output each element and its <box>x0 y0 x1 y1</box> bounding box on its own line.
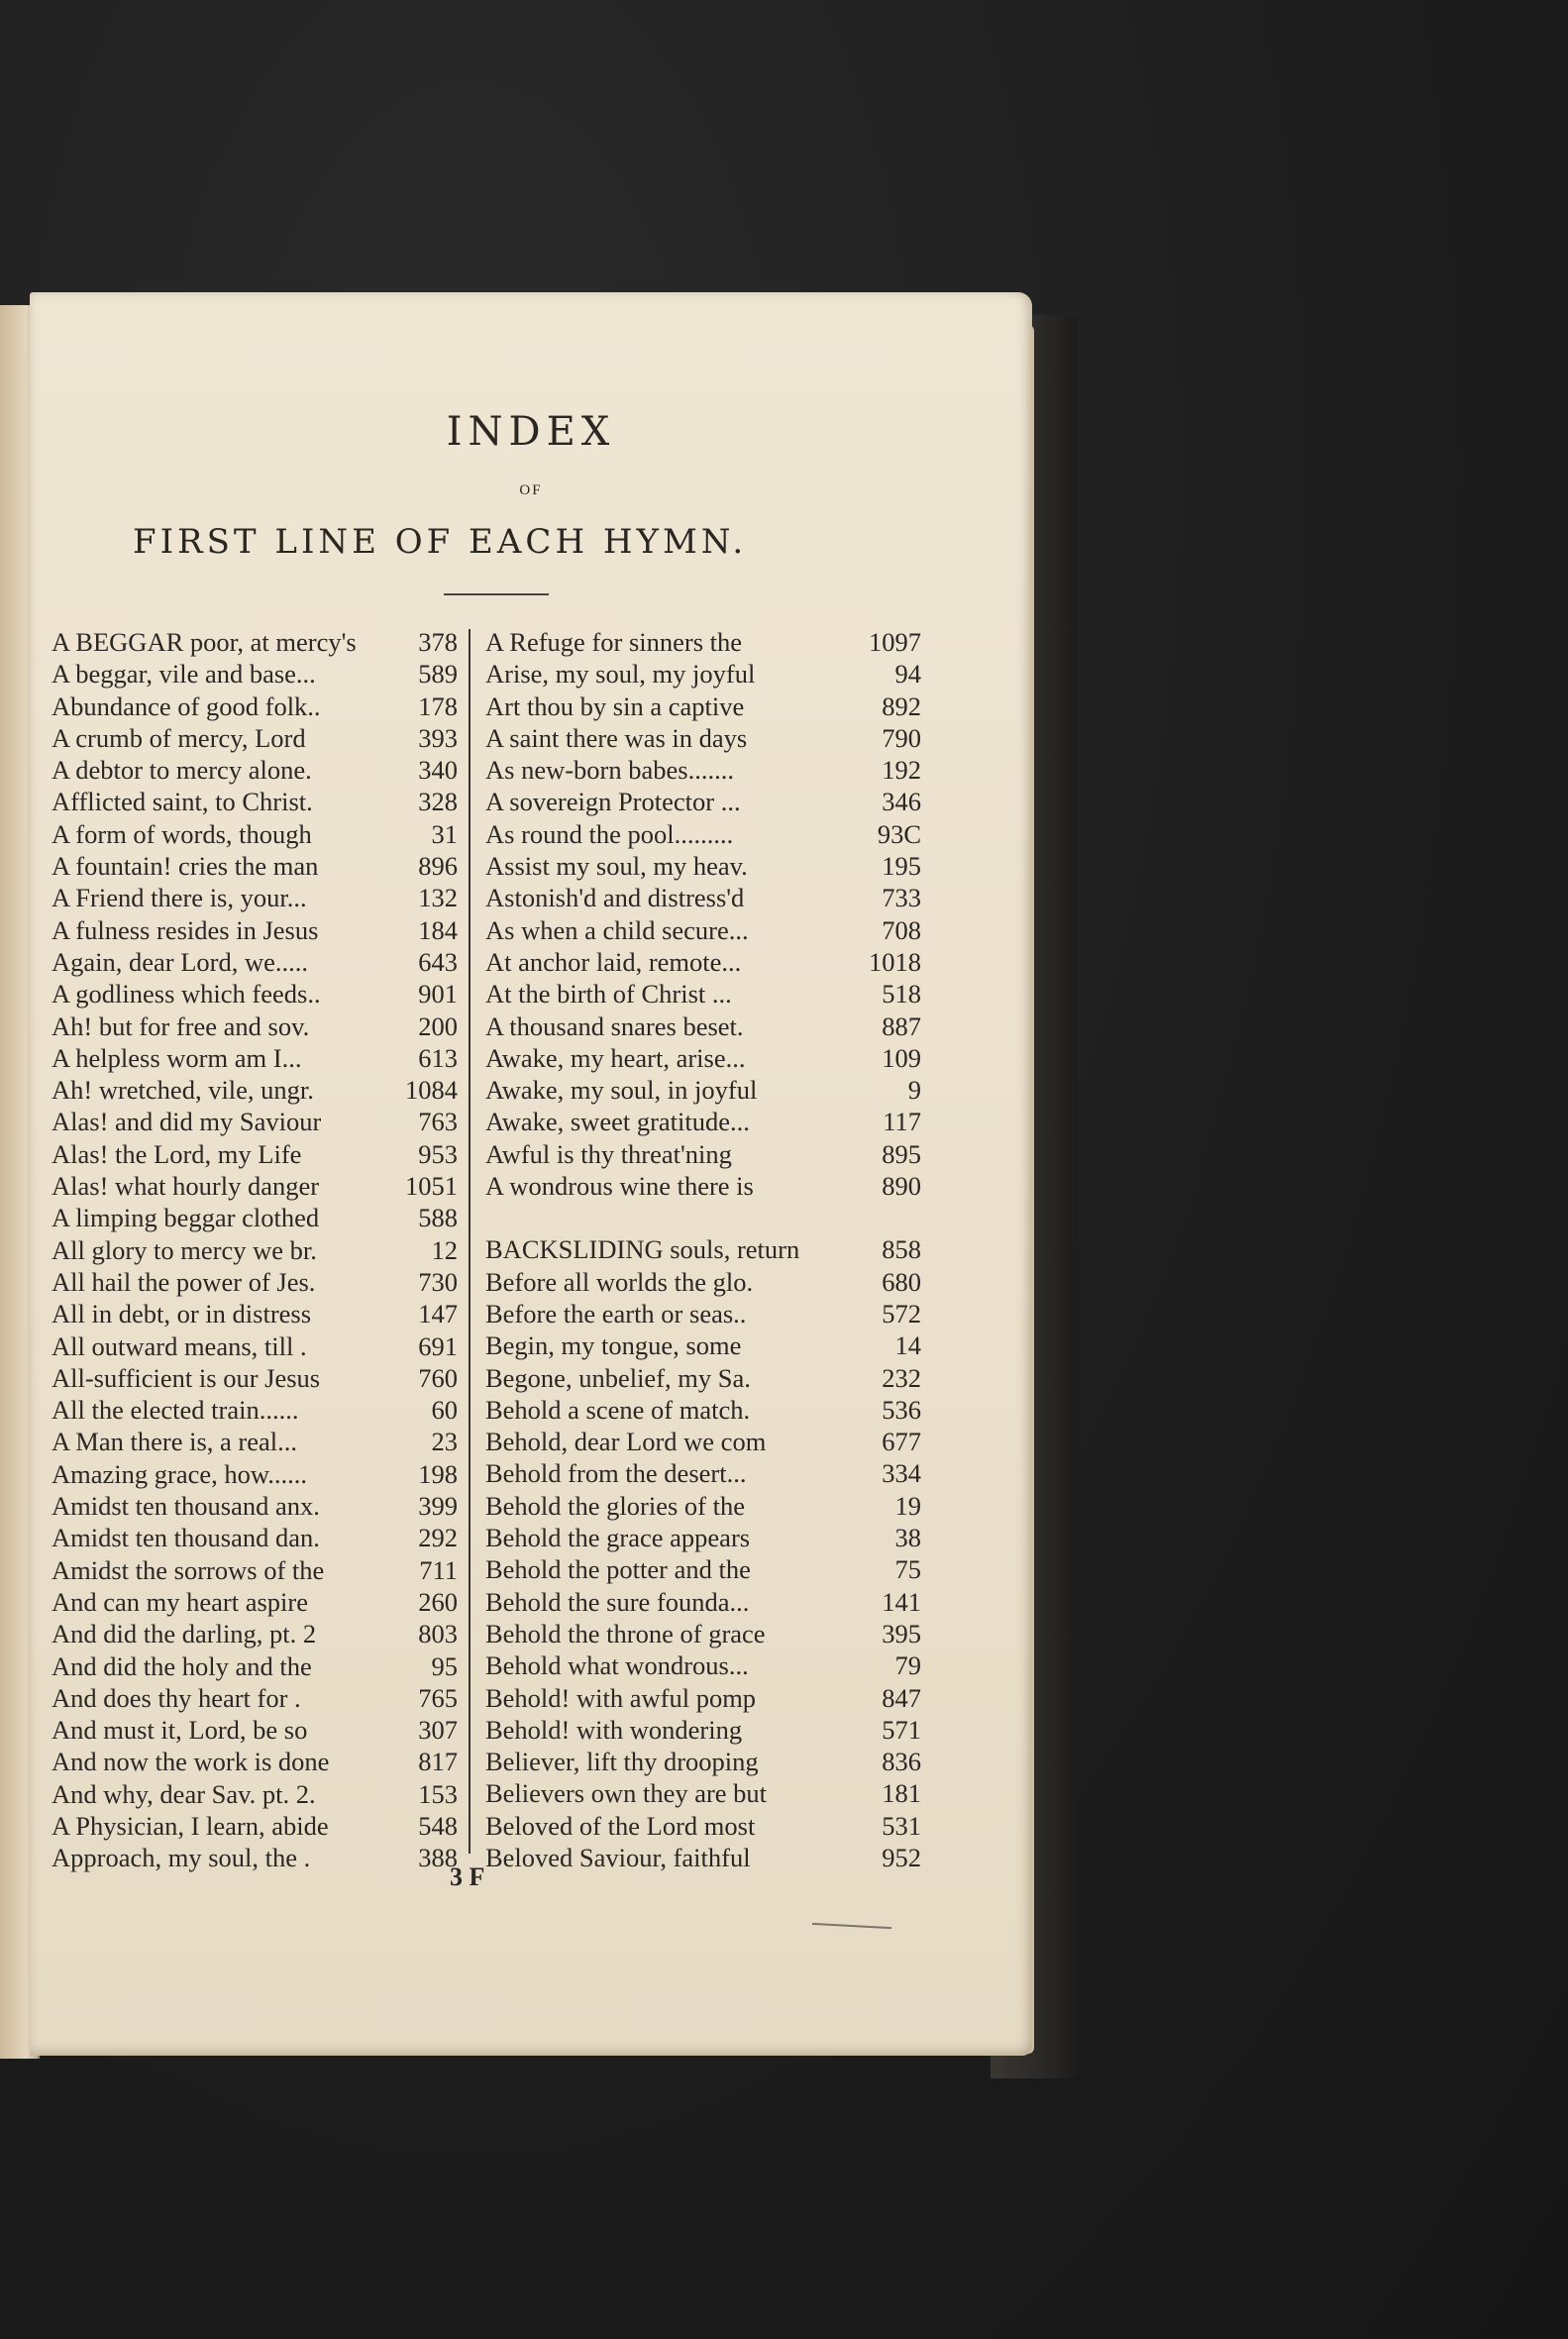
index-entry <box>52 1042 458 1074</box>
page-title: INDEX <box>446 409 616 455</box>
hymn-first-line: Approach, my soul, the . <box>52 1843 311 1873</box>
index-entry <box>52 754 458 786</box>
index-entry <box>485 786 921 817</box>
hymn-number: 23 <box>431 1427 458 1457</box>
hymn-number: 1097 <box>869 627 921 657</box>
hymn-first-line: Before the earth or seas.. <box>485 1298 747 1329</box>
index-entry <box>52 786 458 817</box>
index-entry <box>485 691 921 722</box>
index-entry <box>52 1618 458 1649</box>
hymn-number: 1084 <box>405 1075 458 1106</box>
hymn-first-line: At anchor laid, remote... <box>485 946 742 977</box>
index-entry <box>52 978 458 1010</box>
index-entry <box>485 882 921 913</box>
hymn-number: 346 <box>882 787 921 817</box>
index-entry <box>485 850 921 882</box>
hymn-number: 153 <box>418 1778 458 1809</box>
hymn-first-line: Beloved of the Lord most <box>485 1810 756 1841</box>
hymn-number: 147 <box>418 1299 458 1329</box>
index-entry <box>485 1329 921 1361</box>
index-entry <box>485 1298 921 1329</box>
hymn-first-line: Behold the throne of grace <box>485 1618 766 1648</box>
hymn-number: 536 <box>882 1394 921 1425</box>
hymn-first-line: Behold the potter and the <box>485 1554 751 1585</box>
index-entry <box>52 818 458 850</box>
index-entry <box>52 1842 458 1873</box>
hymn-number: 93C <box>877 818 921 849</box>
hymn-number: 9 <box>907 1075 921 1106</box>
index-entry <box>52 626 458 658</box>
index-column-left <box>52 626 458 1874</box>
hymn-number: 195 <box>882 851 921 882</box>
index-entry <box>485 1074 921 1106</box>
index-entry <box>52 1810 458 1842</box>
hymn-number: 588 <box>418 1203 458 1233</box>
index-entry <box>485 754 921 786</box>
index-entry <box>485 722 921 754</box>
hymn-number: 19 <box>894 1490 921 1521</box>
index-entry <box>52 1554 458 1586</box>
index-entry <box>52 1266 458 1298</box>
hymn-number: 691 <box>418 1330 458 1361</box>
hymn-number: 901 <box>418 979 458 1010</box>
hymn-first-line: Alas! what hourly danger <box>52 1171 320 1202</box>
hymn-first-line: A Friend there is, your... <box>52 883 307 913</box>
hymn-first-line: Arise, my soul, my joyful <box>485 659 756 690</box>
index-entry <box>485 1233 921 1265</box>
index-section-a <box>485 626 921 1202</box>
hymn-first-line: Behold! with wondering <box>485 1714 743 1745</box>
index-entry <box>485 1810 921 1842</box>
hymn-number: 548 <box>418 1810 458 1841</box>
hymn-first-line: A fountain! cries the man <box>52 851 319 882</box>
index-entry <box>52 1138 458 1170</box>
index-entry <box>485 1426 921 1457</box>
index-entry <box>485 978 921 1010</box>
index-entry <box>485 1842 921 1873</box>
index-entry <box>485 1522 921 1553</box>
hymn-first-line: And now the work is done <box>52 1747 330 1777</box>
hymn-first-line: A form of words, though <box>52 818 312 849</box>
index-entry <box>485 1394 921 1426</box>
hymn-first-line: Behold what wondrous... <box>485 1650 749 1681</box>
hymn-number: 328 <box>418 787 458 817</box>
hymn-first-line: A debtor to mercy alone. <box>52 755 312 786</box>
index-entry <box>485 1618 921 1649</box>
hymn-number: 613 <box>418 1042 458 1073</box>
hymn-first-line: As round the pool......... <box>485 818 734 849</box>
hymn-first-line: Begone, unbelief, my Sa. <box>485 1362 751 1393</box>
hymn-first-line: As when a child secure... <box>485 914 749 945</box>
index-entry <box>52 1330 458 1362</box>
hymn-number: 711 <box>419 1554 458 1585</box>
hymn-first-line: Awake, sweet gratitude... <box>485 1107 750 1137</box>
hymn-first-line: A fulness resides in Jesus <box>52 914 319 945</box>
hymn-number: 643 <box>418 946 458 977</box>
index-entry <box>485 1170 921 1202</box>
hymn-number: 765 <box>418 1682 458 1713</box>
hymn-number: 292 <box>418 1523 458 1553</box>
hymn-number: 953 <box>418 1138 458 1169</box>
hymn-number: 31 <box>431 818 458 849</box>
hymn-number: 1018 <box>869 946 921 977</box>
index-entry <box>52 1650 458 1682</box>
index-entry <box>485 1649 921 1681</box>
index-entry <box>485 1106 921 1137</box>
hymn-number: 847 <box>882 1682 921 1713</box>
index-entry <box>52 882 458 913</box>
index-entry <box>52 1586 458 1618</box>
index-entry <box>52 1202 458 1233</box>
hymn-first-line: All-sufficient is our Jesus <box>52 1362 321 1393</box>
index-entry <box>52 1170 458 1202</box>
page-subtitle-text: FIRST LINE OF EACH HYMN. <box>133 522 748 562</box>
hymn-first-line: And must it, Lord, be so <box>52 1715 308 1746</box>
hymn-number: 952 <box>882 1842 921 1872</box>
hymn-number: 198 <box>418 1458 458 1489</box>
hymn-first-line: As new-born babes....... <box>485 755 734 786</box>
hymn-first-line: A BEGGAR poor, at mercy's <box>52 627 357 657</box>
hymn-number: 334 <box>882 1458 921 1489</box>
index-column-right <box>485 626 921 1873</box>
hymn-first-line: Awful is thy threat'ning <box>485 1138 732 1169</box>
section-gap <box>485 1202 921 1233</box>
pencil-mark <box>812 1923 891 1929</box>
hymn-first-line: Behold a scene of match. <box>485 1394 751 1425</box>
hymn-number: 763 <box>418 1107 458 1137</box>
hymn-number: 192 <box>882 755 921 786</box>
title-rule <box>444 593 549 595</box>
title-connector: OF <box>519 482 543 498</box>
hymn-number: 790 <box>882 722 921 753</box>
hymn-first-line: A beggar, vile and base... <box>52 659 316 690</box>
index-entry <box>52 1010 458 1042</box>
hymn-number: 388 <box>418 1843 458 1873</box>
hymn-number: 895 <box>882 1138 921 1169</box>
hymn-number: 393 <box>418 722 458 753</box>
hymn-first-line: A sovereign Protector ... <box>485 787 741 817</box>
hymn-number: 733 <box>882 883 921 913</box>
hymn-first-line: Abundance of good folk.. <box>52 691 321 721</box>
hymn-first-line: Behold the grace appears <box>485 1523 751 1553</box>
column-divider <box>469 629 470 1854</box>
hymn-first-line: Alas! and did my Saviour <box>52 1107 322 1137</box>
hymn-first-line: Again, dear Lord, we..... <box>52 946 309 977</box>
hymn-number: 531 <box>882 1810 921 1841</box>
index-entry <box>52 850 458 882</box>
hymn-first-line: All in debt, or in distress <box>52 1299 312 1329</box>
hymn-first-line: A saint there was in days <box>485 722 748 753</box>
hymn-first-line: Alas! the Lord, my Life <box>52 1138 302 1169</box>
hymn-first-line: All glory to mercy we br. <box>52 1234 317 1265</box>
hymn-first-line: Behold from the desert... <box>485 1458 747 1489</box>
index-entry <box>485 626 921 658</box>
hymn-first-line: And does thy heart for . <box>52 1682 301 1713</box>
hymn-number: 708 <box>882 914 921 945</box>
hymn-number: 572 <box>882 1298 921 1329</box>
hymn-first-line: Afflicted saint, to Christ. <box>52 787 313 817</box>
index-entry <box>52 1522 458 1553</box>
hymn-first-line: A wondrous wine there is <box>485 1171 754 1202</box>
index-entry <box>485 658 921 690</box>
hymn-number: 1051 <box>405 1171 458 1202</box>
hymn-first-line: And did the holy and the <box>52 1650 312 1681</box>
index-entry <box>485 1746 921 1777</box>
index-entry <box>52 946 458 978</box>
hymn-first-line: At the birth of Christ ... <box>485 979 732 1010</box>
hymn-first-line: Before all worlds the glo. <box>485 1266 754 1297</box>
hymn-number: 887 <box>882 1010 921 1041</box>
index-entry <box>485 1010 921 1042</box>
hymn-first-line: A limping beggar clothed <box>52 1203 320 1233</box>
hymn-first-line: Ah! but for free and sov. <box>52 1010 310 1041</box>
index-entry <box>485 1553 921 1585</box>
hymn-first-line: Behold the glories of the <box>485 1490 745 1521</box>
book-page <box>30 292 1032 2056</box>
hymn-number: 232 <box>882 1362 921 1393</box>
hymn-number: 378 <box>418 627 458 657</box>
hymn-number: 399 <box>418 1491 458 1522</box>
hymn-number: 677 <box>882 1427 921 1457</box>
index-entry <box>485 818 921 850</box>
hymn-number: 109 <box>882 1042 921 1073</box>
hymn-number: 571 <box>882 1714 921 1745</box>
hymn-first-line: A Refuge for sinners the <box>485 627 743 657</box>
hymn-number: 589 <box>418 659 458 690</box>
hymn-first-line: All the elected train...... <box>52 1395 299 1426</box>
hymn-number: 307 <box>418 1715 458 1746</box>
hymn-number: 141 <box>882 1586 921 1617</box>
hymn-number: 60 <box>431 1395 458 1426</box>
index-entry <box>485 914 921 946</box>
hymn-first-line: Behold the sure founda... <box>485 1586 750 1617</box>
hymn-first-line: And why, dear Sav. pt. 2. <box>52 1778 316 1809</box>
hymn-first-line: A Physician, I learn, abide <box>52 1810 329 1841</box>
hymn-number: 14 <box>894 1330 921 1361</box>
index-entry <box>52 1362 458 1394</box>
hymn-first-line: A crumb of mercy, Lord <box>52 722 306 753</box>
index-entry <box>52 658 458 690</box>
index-entry <box>52 1682 458 1714</box>
index-entry <box>485 1682 921 1714</box>
hymn-first-line: And did the darling, pt. 2 <box>52 1619 317 1649</box>
hymn-number: 178 <box>418 691 458 721</box>
hymn-number: 95 <box>431 1650 458 1681</box>
hymn-number: 890 <box>882 1171 921 1202</box>
hymn-first-line: Amidst the sorrows of the <box>52 1554 325 1585</box>
hymn-first-line: All outward means, till . <box>52 1330 307 1361</box>
index-entry <box>485 1042 921 1074</box>
index-entry <box>52 914 458 946</box>
hymn-first-line: Believers own they are but <box>485 1778 768 1809</box>
hymn-number: 395 <box>882 1618 921 1648</box>
hymn-first-line: Assist my soul, my heav. <box>485 851 748 882</box>
index-section-b <box>485 1233 921 1873</box>
hymn-first-line: Ah! wretched, vile, ungr. <box>52 1075 314 1106</box>
index-entry <box>52 1490 458 1522</box>
index-entry <box>52 1778 458 1810</box>
index-entry <box>485 1457 921 1489</box>
hymn-first-line: Awake, my heart, arise... <box>485 1042 746 1073</box>
hymn-number: 680 <box>882 1266 921 1297</box>
index-entry <box>485 1362 921 1394</box>
hymn-first-line: Believer, lift thy drooping <box>485 1747 759 1777</box>
hymn-number: 75 <box>894 1554 921 1585</box>
hymn-first-line: Awake, my soul, in joyful <box>485 1075 758 1106</box>
index-entry <box>485 1490 921 1522</box>
index-entry <box>485 1777 921 1809</box>
hymn-first-line: BACKSLIDING souls, return <box>485 1234 800 1265</box>
hymn-number: 200 <box>418 1010 458 1041</box>
hymn-number: 858 <box>882 1234 921 1265</box>
index-entry <box>485 1138 921 1170</box>
hymn-number: 892 <box>882 691 921 721</box>
index-entry <box>485 1266 921 1298</box>
index-entry <box>52 1746 458 1777</box>
index-entry <box>52 1074 458 1106</box>
index-entry <box>485 1586 921 1618</box>
hymn-first-line: And can my heart aspire <box>52 1586 309 1617</box>
hymn-first-line: Astonish'd and distress'd <box>485 883 745 913</box>
index-entry <box>52 1394 458 1426</box>
hymn-number: 260 <box>418 1586 458 1617</box>
hymn-first-line: Behold, dear Lord we com <box>485 1427 767 1457</box>
hymn-number: 132 <box>418 883 458 913</box>
hymn-number: 79 <box>894 1650 921 1681</box>
index-entry <box>485 1714 921 1746</box>
hymn-first-line: Begin, my tongue, some <box>485 1330 742 1361</box>
hymn-first-line: Beloved Saviour, faithful <box>485 1842 751 1872</box>
hymn-first-line: A Man there is, a real... <box>52 1427 297 1457</box>
index-entry <box>52 722 458 754</box>
index-entry <box>52 1458 458 1490</box>
hymn-number: 817 <box>418 1747 458 1777</box>
signature-mark: 3 F <box>450 1862 485 1891</box>
hymn-number: 94 <box>894 659 921 690</box>
index-entry <box>52 1426 458 1457</box>
hymn-number: 181 <box>882 1778 921 1809</box>
hymn-first-line: Amazing grace, how...... <box>52 1458 308 1489</box>
index-entry <box>52 1298 458 1329</box>
index-entry <box>485 946 921 978</box>
hymn-first-line: A thousand snares beset. <box>485 1010 744 1041</box>
hymn-first-line: Art thou by sin a captive <box>485 691 745 721</box>
hymn-number: 117 <box>883 1107 921 1137</box>
hymn-number: 803 <box>418 1619 458 1649</box>
hymn-number: 340 <box>418 755 458 786</box>
index-entry <box>52 1234 458 1266</box>
hymn-first-line: Amidst ten thousand anx. <box>52 1491 320 1522</box>
hymn-number: 896 <box>418 851 458 882</box>
index-entry <box>52 1106 458 1137</box>
hymn-number: 836 <box>882 1747 921 1777</box>
hymn-number: 38 <box>894 1523 921 1553</box>
hymn-first-line: All hail the power of Jes. <box>52 1266 316 1297</box>
hymn-number: 730 <box>418 1266 458 1297</box>
index-entry <box>52 691 458 722</box>
hymn-number: 12 <box>431 1234 458 1265</box>
hymn-number: 518 <box>882 979 921 1010</box>
hymn-first-line: A godliness which feeds.. <box>52 979 321 1010</box>
hymn-first-line: A helpless worm am I... <box>52 1042 302 1073</box>
hymn-number: 184 <box>418 914 458 945</box>
hymn-first-line: Amidst ten thousand dan. <box>52 1523 320 1553</box>
index-entry <box>52 1714 458 1746</box>
hymn-first-line: Behold! with awful pomp <box>485 1682 757 1713</box>
hymn-number: 760 <box>418 1362 458 1393</box>
